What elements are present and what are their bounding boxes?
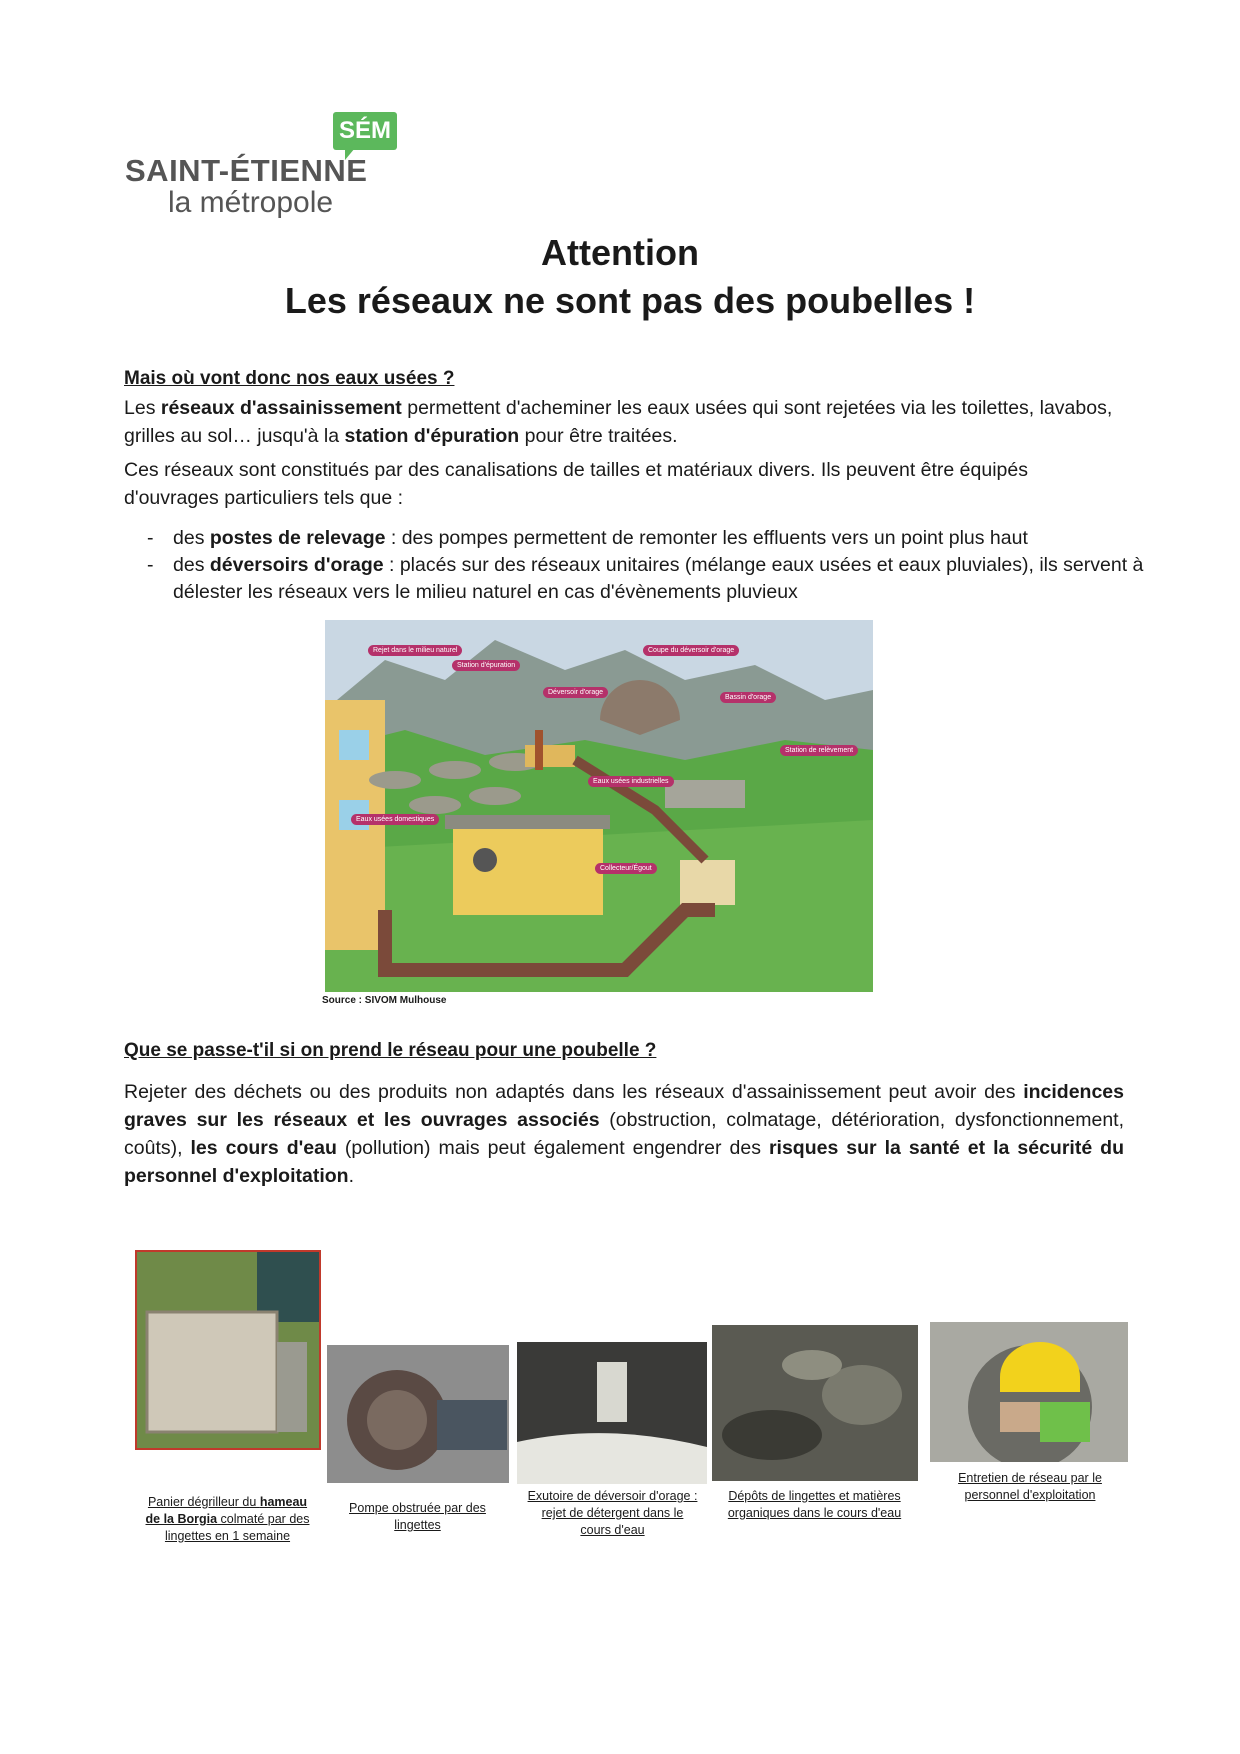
photo-exutoire-deversoir	[517, 1342, 707, 1484]
page-title: Attention	[541, 232, 699, 273]
photo-depots-lingettes	[712, 1325, 918, 1481]
logo-text-line1: SAINT-ÉTIENNE	[125, 153, 368, 188]
photo-caption-4: Dépôts de lingettes et matières organiques dans le cours d'eau	[727, 1489, 902, 1520]
section1-heading: Mais où vont donc nos eaux usées ?	[124, 368, 455, 389]
photo-image	[712, 1325, 918, 1481]
list-item: - des déversoirs d'orage : placés sur des réseaux unitaires (mélange eaux usées et eaux pluviales), ils servent à délester les réseaux vers le milieu naturel en cas d'évènements pluvieux	[147, 554, 1144, 603]
section1-paragraph1: Les réseaux d'assainissement permettent d'acheminer les eaux usées qui sont rejetées via les toilettes, lavabos, grilles au sol… jusqu'à la station d'épuration pour être traitées.	[124, 397, 1113, 447]
photo-panier-degrilleur	[135, 1250, 321, 1450]
photo-caption-3: Exutoire de déversoir d'orage : rejet de détergent dans le cours d'eau	[527, 1489, 698, 1537]
label-eaux-usees-domestiques: Eaux usées domestiques	[351, 814, 439, 825]
list-item: - des postes de relevage : des pompes permettent de remonter les effluents vers un point plus haut	[147, 527, 1028, 549]
photo-image	[930, 1322, 1128, 1462]
bullet-list	[147, 525, 1147, 606]
photo-caption-2: Pompe obstruée par des lingettes	[349, 1501, 486, 1532]
logo-text-line2: la métropole	[168, 186, 334, 219]
label-station-relevement: Station de relèvement	[780, 745, 858, 756]
label-coupe-deversoir-orage: Coupe du déversoir d'orage	[643, 645, 739, 656]
illustration-drawing	[325, 620, 873, 992]
photo-caption-1: Panier dégrilleur du hameau de la Borgia colmaté par des lingettes en 1 semaine	[145, 1495, 310, 1543]
logo-badge: SÉM	[333, 112, 397, 150]
section1-paragraph2: Ces réseaux sont constitués par des canalisations de tailles et matériaux divers. Ils peuvent être équipés d'ouvrages particuliers tels que :	[124, 459, 1028, 509]
label-bassin-orage: Bassin d'orage	[720, 692, 776, 703]
section2-heading: Que se passe-t'il si on prend le réseau pour une poubelle ?	[124, 1040, 657, 1061]
label-collecteur-egout: Collecteur/Égout	[595, 863, 657, 874]
illustration-source: Source : SIVOM Mulhouse	[322, 995, 447, 1006]
sewer-network-illustration	[325, 620, 873, 992]
label-deversoir-orage: Déversoir d'orage	[543, 687, 608, 698]
label-station-epuration: Station d'épuration	[452, 660, 520, 671]
label-rejet-milieu-naturel: Rejet dans le milieu naturel	[368, 645, 462, 656]
label-eaux-usees-industrielles: Eaux usées industrielles	[588, 776, 674, 787]
photo-image	[517, 1342, 707, 1484]
section2-paragraph: Rejeter des déchets ou des produits non adaptés dans les réseaux d'assainissement peut avoir des incidences graves sur les réseaux et les ouvrages associés (obstruction, colmatage, détérioration, dysfonctionnement, coûts), les cours d'eau (pollution) mais peut également engendrer des risques sur la santé et la sécurité du personnel d'exploitation.	[124, 1081, 1124, 1187]
photo-pompe-obstruee	[327, 1345, 509, 1483]
photo-image	[327, 1345, 509, 1483]
photo-image	[137, 1252, 319, 1448]
photo-caption-5: Entretien de réseau par le personnel d'exploitation	[958, 1471, 1102, 1502]
photo-entretien-reseau	[930, 1322, 1128, 1462]
page-subtitle: Les réseaux ne sont pas des poubelles !	[284, 280, 976, 321]
